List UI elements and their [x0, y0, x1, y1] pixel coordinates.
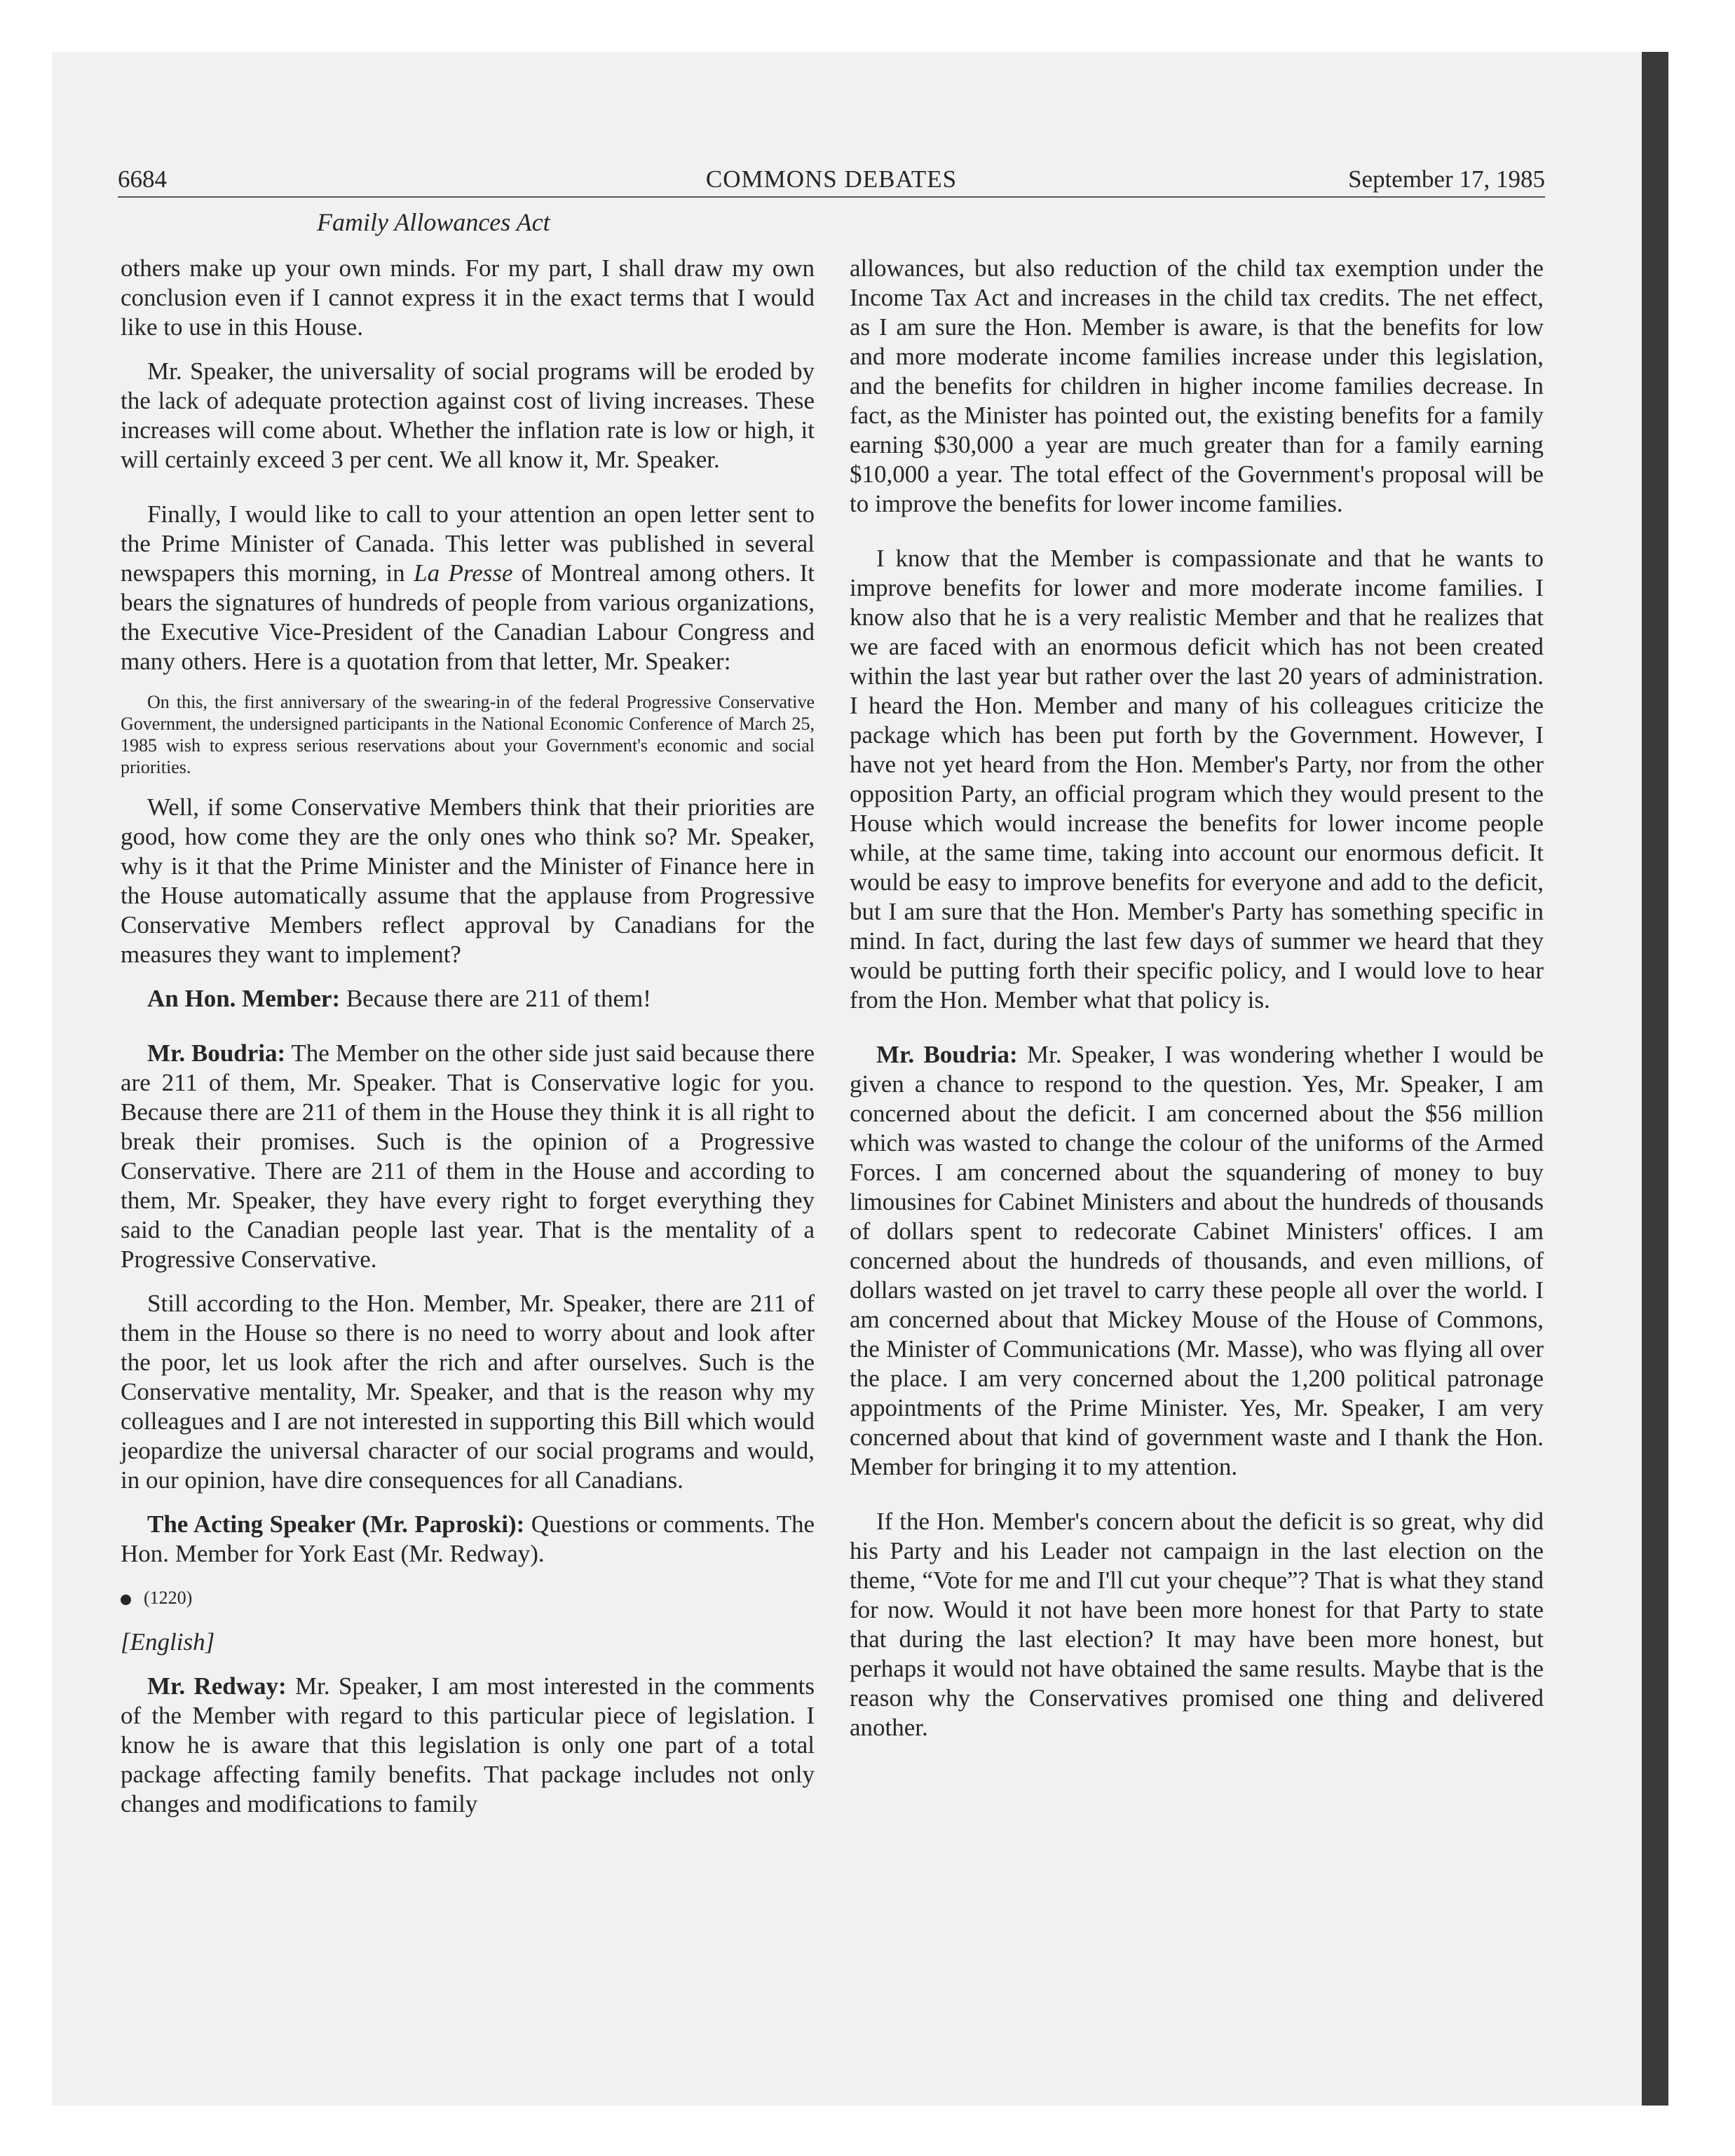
- paragraph: Well, if some Conservative Members think that their priorities are good, how come they are the only ones who think so? Mr. Speaker, why is it that the Prime Minister and the Minister of Finance here in the House automatically assume that the applause from Progressive Conservative Members reflect approval by Canadians for the measures they want to implement?: [121, 793, 815, 968]
- paragraph: Mr. Speaker, the universality of social programs will be eroded by the lack of adequate protection against cost of living increases. These increases will come about. Whether the inflation rate is low or high, it will certainly exceed 3 per cent. We all know it, Mr. Speaker.: [121, 357, 815, 473]
- paragraph: [121, 500, 815, 676]
- paragraph: [121, 1672, 815, 1819]
- page-number: 6684: [118, 165, 167, 193]
- paragraph: [121, 984, 815, 1014]
- text-run: The Member on the other side just said because there are 211 of them, Mr. Speaker. That is Conservative logic for you. Because there are 211 of them in the House they think it is all right to break their promises. Such is the opinion of a Progressive Conservative. There are 211 of them in the House and according to them, Mr. Speaker, they have every right to forget everything they said to the Canadian people last year. That is the mentality of a Progressive Conservative.: [121, 1039, 815, 1273]
- bullet-icon: [121, 1595, 131, 1605]
- page-header: [118, 156, 1545, 198]
- paragraph: [850, 1040, 1544, 1482]
- timestamp-text: (1220): [144, 1588, 193, 1608]
- speaker-name: An Hon. Member:: [147, 985, 341, 1012]
- text-run: of Montreal among others. It bears the signatures of hundreds of people from various organizations, the Executive Vice-President of the Canadian Labour Congress and many others. Here is a quotation from that letter, Mr. Speaker:: [121, 559, 815, 675]
- speaker-name: The Acting Speaker (Mr. Paproski):: [147, 1510, 525, 1538]
- publication-date: September 17, 1985: [1348, 165, 1545, 193]
- timestamp: [121, 1583, 815, 1613]
- paragraph: allowances, but also reduction of the child tax exemption under the Income Tax Act and increases in the child tax credits. The net effect, as I am sure the Hon. Member is aware, is that the benefits for low and more moderate income families increase under this legislation, and the benefits for children in higher income families decrease. In fact, as the Minister has pointed out, the existing benefits for a family earning $30,000 a year are much greater than for a family earning $10,000 a year. The total effect of the Government's proposal will be to improve the benefits for lower income families.: [850, 254, 1544, 517]
- paragraph: If the Hon. Member's concern about the deficit is so great, why did his Party and his Leader not campaign in the last election on the theme, “Vote for me and I'll cut your cheque”? That is what they stand for now. Would it not have been more honest for that Party to state that during the last election? It may have been more honest, but perhaps it would not have obtained the same results. Maybe that is the reason why the Conservatives promised one thing and delivered another.: [850, 1508, 1544, 1741]
- paragraph: [121, 1510, 815, 1569]
- newspaper-name: La Presse: [414, 559, 513, 587]
- text-run: Mr. Speaker, I am most interested in the comments of the Member with regard to this particular piece of legislation. I know he is aware that this legislation is only one part of a total package affecting family benefits. That package includes not only changes and modifications to family: [121, 1672, 815, 1817]
- page-edge-shadow: [1642, 52, 1668, 2106]
- text-run: Mr. Speaker, I was wondering whether I would be given a chance to respond to the question. Yes, Mr. Speaker, I am concerned about the deficit. I am concerned about the $56 million which was wasted to change the colour of the uniforms of the Armed Forces. I am concerned about the squandering of money to buy limousines for Cabinet Ministers and about the hundreds of thousands of dollars spent to redecorate Cabinet Ministers' offices. I am concerned about the hundreds of thousands, and even millions, of dollars wasted on jet travel to carry these people all over the world. I am concerned about that Mickey Mouse of the House of Commons, the Minister of Communications (Mr. Masse), who was flying all over the place. I am very concerned about the 1,200 political patronage appointments of the Prime Minister. Yes, Mr. Speaker, I am very concerned about that kind of government waste and I thank the Hon. Member for bringing it to my attention.: [850, 1041, 1544, 1480]
- text-run: Questions or comments. The Hon. Member for York East (Mr. Redway).: [121, 1510, 815, 1567]
- paragraph: Still according to the Hon. Member, Mr. Speaker, there are 211 of them in the House so there is no need to worry about and look after the poor, let us look after the rich and after ourselves. Such is the Conservative mentality, Mr. Speaker, and that is the reason why my colleagues and I are not interested in supporting this Bill which would jeopardize the universal character of our social programs and would, in our opinion, have dire consequences for all Canadians.: [121, 1290, 815, 1494]
- text-run: Because there are 211 of them!: [340, 985, 651, 1012]
- text-run: Finally, I would like to call to your attention an open letter sent to the Prime Minister of Canada. This letter was published in several newspapers this morning, in: [121, 500, 815, 587]
- paragraph: [121, 1039, 815, 1274]
- right-column: [850, 254, 1544, 1757]
- publication-title: COMMONS DEBATES: [705, 165, 958, 193]
- speaker-name: Mr. Redway:: [147, 1672, 287, 1700]
- paragraph: others make up your own minds. For my part, I shall draw my own conclusion even if I cannot express it in the exact terms that I would like to use in this House.: [121, 254, 815, 341]
- left-column: [121, 254, 815, 1834]
- speaker-name: Mr. Boudria:: [147, 1039, 286, 1067]
- running-title: Family Allowances Act: [317, 208, 550, 236]
- language-marker: [English]: [121, 1628, 215, 1656]
- paragraph: I know that the Member is compassionate and that he wants to improve benefits for lower and more moderate income families. I know also that he is a very realistic Member and that he realizes that we are faced with an enormous deficit which has not been created within the last year but rather over the last 20 years of administration. I heard the Hon. Member and many of his colleagues criticize the package which has been put forth by the Government. However, I have not yet heard from the Hon. Member's Party, nor from the other opposition Party, an official program which they would present to the House which would increase the benefits for lower income people while, at the same time, taking into account our enormous deficit. It would be easy to improve benefits for everyone and add to the deficit, but I am sure that the Hon. Member's Party has something specific in mind. In fact, during the last few days of summer we heard that they would be putting forth their specific policy, and I would love to hear from the Hon. Member what that policy is.: [850, 545, 1544, 1014]
- block-quote: On this, the first anniversary of the swearing-in of the federal Progressive Conservative Government, the undersigned participants in the National Economic Conference of March 25, 1985 wish to express serious reservations about your Government's economic and social priorities.: [121, 692, 815, 777]
- speaker-name: Mr. Boudria:: [876, 1041, 1018, 1068]
